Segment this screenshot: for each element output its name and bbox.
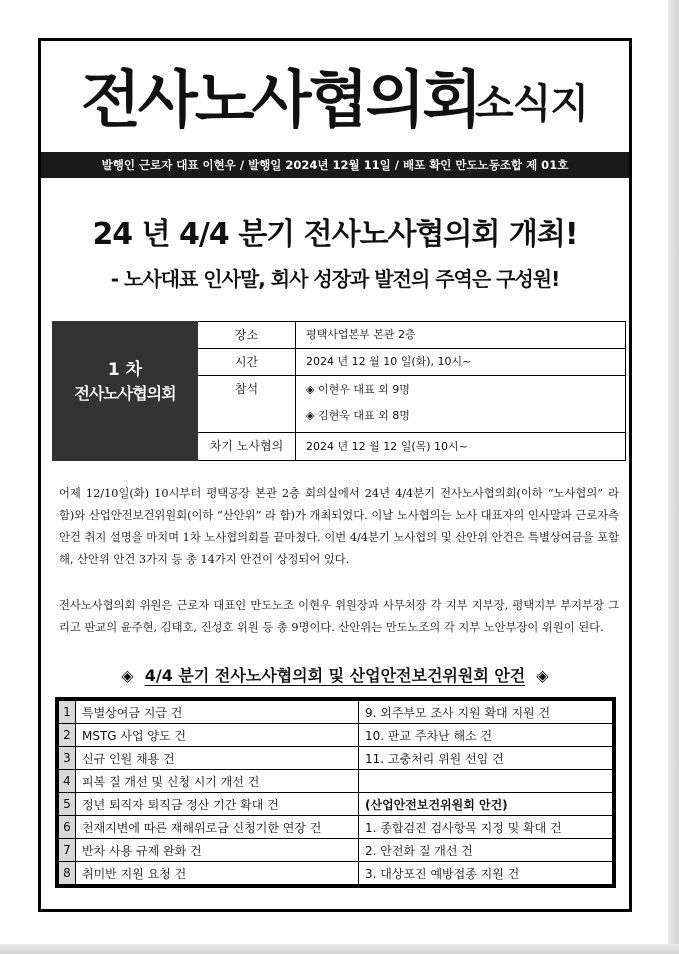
agenda-title-text: 4/4 분기 전사노사협의회 및 산업안전보건위원회 안건	[144, 666, 526, 685]
agenda-item-right: 9. 외주부모 조사 지원 확대 지원 건	[359, 701, 613, 724]
agenda-item-left: 특별상여금 지급 건	[76, 701, 359, 724]
table-row	[59, 839, 613, 862]
diamond-icon: ◈	[121, 666, 134, 685]
publication-bar: 발행인 근로자 대표 이현우 / 발행일 2024년 12월 11일 / 배포 확인 만도노동조합 제 01호	[41, 152, 629, 178]
meeting-row-key: 장소	[198, 322, 296, 348]
meeting-name: 전사노사협의회	[74, 384, 176, 403]
agenda-number: 1	[59, 701, 76, 724]
agenda-number: 3	[59, 747, 76, 770]
table-row	[59, 793, 613, 816]
meeting-row-value: ◈ 이현우 대표 외 9명	[306, 383, 410, 396]
agenda-item-right: 1. 종합검진 검사항목 지정 및 확대 건	[359, 816, 613, 839]
meeting-row-key: 시간	[198, 349, 296, 375]
agenda-item-right	[359, 770, 613, 793]
table-row	[59, 816, 613, 839]
masthead-title: 전사노사협의회	[81, 63, 480, 136]
agenda-item-left: 정년 퇴직자 퇴직금 정산 기간 확대 건	[76, 793, 359, 816]
diamond-icon: ◈	[536, 666, 549, 685]
meeting-row-next	[198, 433, 625, 460]
meeting-row-key: 차기 노사협의	[198, 433, 296, 460]
meeting-row-value: 2024 년 12 월 10 일(화), 10시~	[306, 355, 472, 368]
agenda-item-left: 피복 질 개선 및 신청 시기 개선 건	[76, 770, 359, 793]
agenda-item-left: 천재지변에 따른 재해위로금 신청기한 연장 건	[76, 816, 359, 839]
agenda-item-right: 3. 대상포진 예방접종 지원 건	[359, 862, 613, 885]
meeting-row-value: 평택사업본부 본관 2층	[306, 328, 416, 341]
agenda-item-right: 11. 고충처리 위원 선임 건	[359, 747, 613, 770]
agenda-number: 8	[59, 862, 76, 885]
meeting-detail-grid	[198, 321, 626, 461]
agenda-table	[55, 697, 616, 888]
article-paragraph-1: 어제 12/10일(화) 10시부터 평택공장 본관 2층 회의실에서 24년 4/4분기 전사노사협의회(이하 “노사협의” 라 함)와 산업안전보건위원회(이하 “산안위” 라 함)가 개최되었다. 이날 노사협의는 노사 대표자의 인사말과 근로자측 안건 취지 설명을 마치며 1차 노사협의회를 끝마쳤다. 이번 4/4분기 노사협의 및 산안위 안건은 특별상여금을 포함해, 산안위 안건 3가지 등 총 14가지 안건이 상정되어 있다.	[59, 487, 619, 566]
agenda-item-right: 2. 안전화 질 개선 건	[359, 839, 613, 862]
meeting-row-value-2: ◈ 김현욱 대표 외 8명	[306, 409, 410, 422]
table-row	[59, 770, 613, 793]
table-row	[59, 701, 613, 724]
meeting-row-value: 2024 년 12 월 12 일(목) 10시~	[306, 440, 468, 453]
meeting-row-key: 참석	[198, 376, 296, 432]
agenda-number: 4	[59, 770, 76, 793]
meeting-row-place	[198, 322, 625, 349]
headline: 24 년 4/4 분기 전사노사협의회 개최!	[92, 217, 578, 252]
table-row	[59, 724, 613, 747]
agenda-number: 6	[59, 816, 76, 839]
masthead-subtitle: 소식지	[475, 81, 588, 127]
page-shadow-right	[668, 0, 679, 954]
agenda-item-left: 신규 인원 채용 건	[76, 747, 359, 770]
newsletter-page	[38, 38, 632, 912]
meeting-row-attendees	[198, 376, 625, 433]
agenda-item-right: 10. 판교 주차난 해소 건	[359, 724, 613, 747]
agenda-number: 2	[59, 724, 76, 747]
article-paragraph-2: 전사노사협의회 위원은 근로자 대표인 만도노조 이현우 위원장과 사무처장 각 지부 지부장, 평택지부 부지부장 그리고 판교의 윤주현, 김태호, 진성호 위원 등 총 9명이다. 산안위는 만도노조의 각 지부 노안부장이 위원이 된다.	[59, 599, 619, 634]
agenda-item-left: MSTG 사업 양도 건	[76, 724, 359, 747]
table-row	[59, 747, 613, 770]
agenda-item-left: 반차 사용 규제 완화 건	[76, 839, 359, 862]
table-row	[59, 862, 613, 885]
page-shadow-bottom	[0, 944, 679, 954]
agenda-number: 7	[59, 839, 76, 862]
agenda-section-heading: (산업안전보건위원회 안건)	[359, 793, 613, 816]
meeting-info-table	[52, 321, 625, 461]
meeting-label-block	[52, 321, 198, 461]
agenda-number: 5	[59, 793, 76, 816]
subheadline: - 노사대표 인사말, 회사 성장과 발전의 주역은 구성원!	[110, 267, 560, 291]
agenda-item-left: 취미반 지원 요청 건	[76, 862, 359, 885]
masthead	[41, 41, 629, 152]
agenda-title	[41, 663, 629, 686]
meeting-number: 1 차	[107, 360, 143, 380]
meeting-row-time	[198, 349, 625, 376]
